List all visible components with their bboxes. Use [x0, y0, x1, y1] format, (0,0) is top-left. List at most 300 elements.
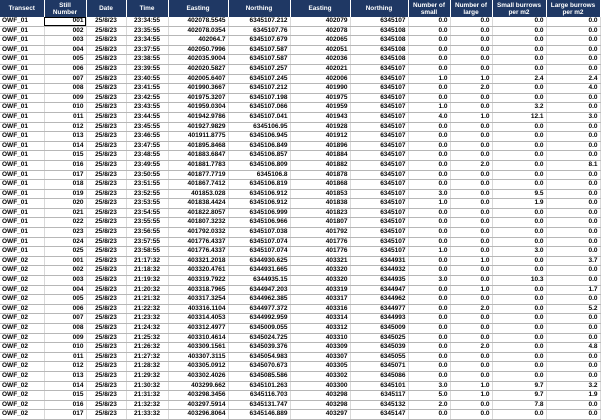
cell-number-large[interactable]: 0.0 — [450, 362, 492, 372]
cell-northing[interactable]: 6345106.819 — [228, 180, 290, 190]
cell-easting[interactable]: 403317.3254 — [168, 295, 228, 305]
cell-easting[interactable]: 402050.7996 — [168, 45, 228, 55]
cell-small-per-m2[interactable]: 0.0 — [492, 160, 546, 170]
cell-still-number[interactable]: 016 — [44, 400, 86, 410]
cell-easting-rounded[interactable]: 401912 — [290, 132, 350, 142]
cell-number-small[interactable]: 0.0 — [408, 324, 450, 334]
cell-large-per-m2[interactable]: 0.0 — [546, 45, 600, 55]
cell-time[interactable]: 21:29:32 — [126, 371, 168, 381]
cell-transect[interactable]: OWF_02 — [0, 276, 44, 286]
cell-easting-rounded[interactable]: 401838 — [290, 199, 350, 209]
cell-northing[interactable]: 6345106.857 — [228, 151, 290, 161]
cell-number-large[interactable]: 0.0 — [450, 295, 492, 305]
cell-number-large[interactable]: 0.0 — [450, 276, 492, 286]
cell-transect[interactable]: OWF_01 — [0, 170, 44, 180]
cell-easting[interactable]: 402078.0354 — [168, 26, 228, 36]
col-header-northing[interactable]: Northing — [228, 0, 290, 17]
cell-number-small[interactable]: 0.0 — [408, 160, 450, 170]
cell-still-number[interactable]: 015 — [44, 151, 86, 161]
cell-transect[interactable]: OWF_02 — [0, 343, 44, 353]
col-header-number-large[interactable]: Number of large — [450, 0, 492, 17]
cell-northing[interactable]: 6345107.038 — [228, 228, 290, 238]
cell-date[interactable]: 25/8/23 — [86, 266, 126, 276]
cell-northing[interactable]: 6345070.673 — [228, 362, 290, 372]
cell-easting-rounded[interactable]: 401776 — [290, 247, 350, 257]
cell-easting[interactable]: 403314.4053 — [168, 314, 228, 324]
cell-northing-rounded[interactable]: 6345107 — [350, 180, 408, 190]
cell-time[interactable]: 23:39:55 — [126, 64, 168, 74]
cell-easting-rounded[interactable]: 402036 — [290, 55, 350, 65]
cell-date[interactable]: 25/8/23 — [86, 112, 126, 122]
cell-number-small[interactable]: 0.0 — [408, 410, 450, 420]
cell-transect[interactable]: OWF_01 — [0, 64, 44, 74]
cell-easting[interactable]: 402035.9004 — [168, 55, 228, 65]
cell-number-small[interactable]: 3.0 — [408, 381, 450, 391]
cell-time[interactable]: 21:22:32 — [126, 304, 168, 314]
cell-transect[interactable]: OWF_01 — [0, 237, 44, 247]
cell-small-per-m2[interactable]: 0.0 — [492, 55, 546, 65]
cell-large-per-m2[interactable]: 0.0 — [546, 141, 600, 151]
cell-easting-rounded[interactable]: 403320 — [290, 276, 350, 286]
cell-easting-rounded[interactable]: 401959 — [290, 103, 350, 113]
cell-easting-rounded[interactable]: 401807 — [290, 218, 350, 228]
cell-transect[interactable]: OWF_01 — [0, 199, 44, 209]
cell-northing[interactable]: 6345116.703 — [228, 391, 290, 401]
cell-easting-rounded[interactable]: 402006 — [290, 74, 350, 84]
cell-northing-rounded[interactable]: 6344931 — [350, 256, 408, 266]
cell-date[interactable]: 25/8/23 — [86, 314, 126, 324]
cell-small-per-m2[interactable]: 9.7 — [492, 391, 546, 401]
cell-easting-rounded[interactable]: 402078 — [290, 26, 350, 36]
cell-easting-rounded[interactable]: 403317 — [290, 295, 350, 305]
cell-northing-rounded[interactable]: 6345108 — [350, 36, 408, 46]
cell-large-per-m2[interactable]: 0.0 — [546, 64, 600, 74]
cell-time[interactable]: 23:51:55 — [126, 180, 168, 190]
cell-still-number[interactable]: 012 — [44, 362, 86, 372]
cell-time[interactable]: 21:20:32 — [126, 285, 168, 295]
cell-large-per-m2[interactable]: 0.0 — [546, 208, 600, 218]
cell-large-per-m2[interactable]: 0.0 — [546, 93, 600, 103]
cell-date[interactable]: 25/8/23 — [86, 295, 126, 305]
cell-easting-rounded[interactable]: 403316 — [290, 304, 350, 314]
cell-northing[interactable]: 6345106.945 — [228, 132, 290, 142]
cell-northing-rounded[interactable]: 6345117 — [350, 391, 408, 401]
cell-still-number[interactable]: 002 — [44, 26, 86, 36]
cell-transect[interactable]: OWF_02 — [0, 371, 44, 381]
cell-transect[interactable]: OWF_02 — [0, 400, 44, 410]
cell-transect[interactable]: OWF_02 — [0, 256, 44, 266]
cell-small-per-m2[interactable]: 0.0 — [492, 36, 546, 46]
cell-date[interactable]: 25/8/23 — [86, 381, 126, 391]
cell-small-per-m2[interactable]: 9.5 — [492, 189, 546, 199]
cell-time[interactable]: 23:38:55 — [126, 55, 168, 65]
cell-easting[interactable]: 401776.4337 — [168, 247, 228, 257]
cell-still-number[interactable]: 019 — [44, 189, 86, 199]
cell-easting[interactable]: 401942.9786 — [168, 112, 228, 122]
cell-date[interactable]: 25/8/23 — [86, 122, 126, 132]
cell-easting-rounded[interactable]: 403298 — [290, 400, 350, 410]
cell-still-number[interactable]: 014 — [44, 141, 86, 151]
cell-transect[interactable]: OWF_02 — [0, 410, 44, 420]
col-header-small-per-m2[interactable]: Small burrows per m2 — [492, 0, 546, 17]
cell-large-per-m2[interactable]: 0.0 — [546, 371, 600, 381]
cell-still-number[interactable]: 009 — [44, 333, 86, 343]
cell-date[interactable]: 25/8/23 — [86, 228, 126, 238]
cell-number-small[interactable]: 0.0 — [408, 304, 450, 314]
cell-small-per-m2[interactable]: 0.0 — [492, 84, 546, 94]
cell-easting[interactable]: 401959.0304 — [168, 103, 228, 113]
cell-northing-rounded[interactable]: 6345107 — [350, 122, 408, 132]
cell-number-small[interactable]: 0.0 — [408, 228, 450, 238]
cell-large-per-m2[interactable]: 0.0 — [546, 189, 600, 199]
cell-still-number[interactable]: 022 — [44, 218, 86, 228]
cell-northing[interactable]: 6345146.889 — [228, 410, 290, 420]
cell-number-small[interactable]: 0.0 — [408, 170, 450, 180]
cell-northing[interactable]: 6345106.999 — [228, 208, 290, 218]
cell-date[interactable]: 25/8/23 — [86, 362, 126, 372]
cell-time[interactable]: 21:21:32 — [126, 295, 168, 305]
cell-easting[interactable]: 403296.8064 — [168, 410, 228, 420]
cell-date[interactable]: 25/8/23 — [86, 84, 126, 94]
cell-small-per-m2[interactable]: 0.0 — [492, 218, 546, 228]
cell-time[interactable]: 23:55:55 — [126, 218, 168, 228]
cell-transect[interactable]: OWF_01 — [0, 17, 44, 26]
cell-easting[interactable]: 402064.7 — [168, 36, 228, 46]
cell-number-large[interactable]: 0.0 — [450, 170, 492, 180]
cell-northing-rounded[interactable]: 6345107 — [350, 189, 408, 199]
cell-large-per-m2[interactable]: 4.0 — [546, 84, 600, 94]
cell-number-small[interactable]: 1.0 — [408, 247, 450, 257]
cell-date[interactable]: 25/8/23 — [86, 199, 126, 209]
col-header-time[interactable]: Time — [126, 0, 168, 17]
cell-time[interactable]: 23:52:55 — [126, 189, 168, 199]
cell-transect[interactable]: OWF_01 — [0, 218, 44, 228]
cell-number-large[interactable]: 0.0 — [450, 151, 492, 161]
cell-number-small[interactable]: 4.0 — [408, 112, 450, 122]
cell-easting[interactable]: 403319.7922 — [168, 276, 228, 286]
cell-still-number[interactable]: 014 — [44, 381, 86, 391]
cell-small-per-m2[interactable]: 3.2 — [492, 103, 546, 113]
cell-northing-rounded[interactable]: 6345107 — [350, 199, 408, 209]
cell-large-per-m2[interactable]: 0.0 — [546, 247, 600, 257]
cell-easting[interactable]: 401867.7412 — [168, 180, 228, 190]
cell-northing[interactable]: 6345106.95 — [228, 122, 290, 132]
cell-date[interactable]: 25/8/23 — [86, 170, 126, 180]
cell-small-per-m2[interactable]: 0.0 — [492, 45, 546, 55]
cell-time[interactable]: 21:24:32 — [126, 324, 168, 334]
cell-easting-rounded[interactable]: 401853 — [290, 189, 350, 199]
cell-northing-rounded[interactable]: 6345086 — [350, 371, 408, 381]
cell-time[interactable]: 21:27:32 — [126, 352, 168, 362]
cell-date[interactable]: 25/8/23 — [86, 208, 126, 218]
cell-small-per-m2[interactable]: 2.4 — [492, 74, 546, 84]
cell-small-per-m2[interactable]: 0.0 — [492, 122, 546, 132]
cell-northing[interactable]: 6345107.212 — [228, 17, 290, 26]
col-header-date[interactable]: Date — [86, 0, 126, 17]
cell-large-per-m2[interactable]: 0.0 — [546, 17, 600, 26]
cell-northing[interactable]: 6345009.055 — [228, 324, 290, 334]
cell-time[interactable]: 21:32:32 — [126, 400, 168, 410]
cell-northing[interactable]: 6345107.679 — [228, 36, 290, 46]
cell-large-per-m2[interactable]: 0.0 — [546, 266, 600, 276]
cell-small-per-m2[interactable]: 0.0 — [492, 324, 546, 334]
cell-easting[interactable]: 401881.7783 — [168, 160, 228, 170]
cell-easting[interactable]: 401838.4424 — [168, 199, 228, 209]
cell-number-large[interactable]: 0.0 — [450, 208, 492, 218]
col-header-large-per-m2[interactable]: Large burrows per m2 — [546, 0, 600, 17]
cell-number-small[interactable]: 0.0 — [408, 218, 450, 228]
cell-time[interactable]: 23:56:55 — [126, 228, 168, 238]
cell-number-large[interactable]: 1.0 — [450, 381, 492, 391]
cell-transect[interactable]: OWF_02 — [0, 314, 44, 324]
cell-easting[interactable]: 401822.8057 — [168, 208, 228, 218]
cell-date[interactable]: 25/8/23 — [86, 64, 126, 74]
cell-date[interactable]: 25/8/23 — [86, 391, 126, 401]
cell-easting[interactable]: 401877.7719 — [168, 170, 228, 180]
cell-small-per-m2[interactable]: 0.0 — [492, 343, 546, 353]
cell-number-large[interactable]: 0.0 — [450, 93, 492, 103]
cell-small-per-m2[interactable]: 0.0 — [492, 141, 546, 151]
cell-number-large[interactable]: 1.0 — [450, 74, 492, 84]
cell-date[interactable]: 25/8/23 — [86, 55, 126, 65]
cell-still-number[interactable]: 011 — [44, 352, 86, 362]
cell-easting[interactable]: 401853.028 — [168, 189, 228, 199]
cell-easting-rounded[interactable]: 401776 — [290, 237, 350, 247]
cell-date[interactable]: 25/8/23 — [86, 410, 126, 420]
cell-transect[interactable]: OWF_01 — [0, 180, 44, 190]
cell-large-per-m2[interactable]: 0.0 — [546, 314, 600, 324]
cell-large-per-m2[interactable]: 0.0 — [546, 132, 600, 142]
cell-number-small[interactable]: 0.0 — [408, 285, 450, 295]
cell-northing-rounded[interactable]: 6344993 — [350, 314, 408, 324]
cell-time[interactable]: 23:46:55 — [126, 132, 168, 142]
cell-still-number[interactable]: 006 — [44, 64, 86, 74]
col-header-still-number[interactable]: Still Number — [44, 0, 86, 17]
cell-large-per-m2[interactable]: 0.0 — [546, 122, 600, 132]
cell-northing[interactable]: 6345107.257 — [228, 64, 290, 74]
cell-easting-rounded[interactable]: 403314 — [290, 314, 350, 324]
cell-northing[interactable]: 6345107.074 — [228, 237, 290, 247]
cell-easting[interactable]: 403302.4026 — [168, 371, 228, 381]
cell-small-per-m2[interactable]: 0.0 — [492, 362, 546, 372]
cell-time[interactable]: 21:30:32 — [126, 381, 168, 391]
cell-small-per-m2[interactable]: 7.8 — [492, 400, 546, 410]
cell-still-number[interactable]: 023 — [44, 228, 86, 238]
cell-time[interactable]: 23:50:55 — [126, 170, 168, 180]
col-header-easting[interactable]: Easting — [168, 0, 228, 17]
cell-northing-rounded[interactable]: 6345107 — [350, 64, 408, 74]
cell-number-large[interactable]: 0.0 — [450, 400, 492, 410]
cell-large-per-m2[interactable]: 0.0 — [546, 180, 600, 190]
cell-northing[interactable]: 6344930.625 — [228, 256, 290, 266]
cell-still-number[interactable]: 003 — [44, 276, 86, 286]
cell-easting[interactable]: 401975.3207 — [168, 93, 228, 103]
cell-date[interactable]: 25/8/23 — [86, 132, 126, 142]
cell-easting-rounded[interactable]: 401990 — [290, 84, 350, 94]
cell-northing[interactable]: 6345106.8 — [228, 170, 290, 180]
cell-number-large[interactable]: 0.0 — [450, 103, 492, 113]
cell-number-small[interactable]: 0.0 — [408, 26, 450, 36]
cell-northing[interactable]: 6345085.586 — [228, 371, 290, 381]
cell-time[interactable]: 23:34:55 — [126, 36, 168, 46]
cell-transect[interactable]: OWF_01 — [0, 26, 44, 36]
cell-transect[interactable]: OWF_01 — [0, 160, 44, 170]
cell-easting-rounded[interactable]: 403297 — [290, 410, 350, 420]
cell-northing[interactable]: 6345107.041 — [228, 112, 290, 122]
cell-number-small[interactable]: 0.0 — [408, 314, 450, 324]
cell-easting-rounded[interactable]: 403300 — [290, 381, 350, 391]
cell-transect[interactable]: OWF_01 — [0, 122, 44, 132]
cell-large-per-m2[interactable]: 8.1 — [546, 160, 600, 170]
cell-number-small[interactable]: 0.0 — [408, 64, 450, 74]
cell-small-per-m2[interactable]: 0.0 — [492, 64, 546, 74]
cell-number-large[interactable]: 0.0 — [450, 237, 492, 247]
cell-number-small[interactable]: 0.0 — [408, 93, 450, 103]
cell-number-small[interactable]: 0.0 — [408, 256, 450, 266]
cell-easting[interactable]: 403316.1104 — [168, 304, 228, 314]
cell-time[interactable]: 23:57:55 — [126, 237, 168, 247]
cell-northing-rounded[interactable]: 6345071 — [350, 362, 408, 372]
cell-still-number[interactable]: 004 — [44, 45, 86, 55]
cell-large-per-m2[interactable]: 0.0 — [546, 362, 600, 372]
cell-easting-rounded[interactable]: 403307 — [290, 352, 350, 362]
cell-time[interactable]: 23:37:55 — [126, 45, 168, 55]
cell-transect[interactable]: OWF_01 — [0, 74, 44, 84]
cell-date[interactable]: 25/8/23 — [86, 247, 126, 257]
cell-date[interactable]: 25/8/23 — [86, 343, 126, 353]
cell-northing[interactable]: 6345107.587 — [228, 55, 290, 65]
cell-northing[interactable]: 6344977.372 — [228, 304, 290, 314]
cell-easting-rounded[interactable]: 402079 — [290, 17, 350, 26]
cell-transect[interactable]: OWF_01 — [0, 132, 44, 142]
cell-number-large[interactable]: 0.0 — [450, 189, 492, 199]
cell-date[interactable]: 25/8/23 — [86, 304, 126, 314]
cell-easting[interactable]: 403320.4761 — [168, 266, 228, 276]
cell-number-large[interactable]: 2.0 — [450, 160, 492, 170]
cell-easting[interactable]: 402005.6407 — [168, 74, 228, 84]
cell-easting[interactable]: 403310.4614 — [168, 333, 228, 343]
cell-easting[interactable]: 401927.9829 — [168, 122, 228, 132]
cell-number-small[interactable]: 1.0 — [408, 199, 450, 209]
cell-number-large[interactable]: 2.0 — [450, 84, 492, 94]
cell-large-per-m2[interactable]: 3.0 — [546, 112, 600, 122]
cell-easting-rounded[interactable]: 403312 — [290, 324, 350, 334]
cell-still-number[interactable]: 001 — [44, 256, 86, 266]
cell-still-number[interactable]: 005 — [44, 55, 86, 65]
cell-number-large[interactable]: 0.0 — [450, 45, 492, 55]
cell-large-per-m2[interactable]: 0.0 — [546, 218, 600, 228]
cell-small-per-m2[interactable]: 0.0 — [492, 151, 546, 161]
cell-northing[interactable]: 6345107.212 — [228, 84, 290, 94]
cell-small-per-m2[interactable]: 0.0 — [492, 304, 546, 314]
cell-number-large[interactable]: 0.0 — [450, 141, 492, 151]
cell-large-per-m2[interactable]: 0.0 — [546, 199, 600, 209]
cell-northing[interactable]: 6345039.376 — [228, 343, 290, 353]
cell-number-large[interactable]: 0.0 — [450, 122, 492, 132]
cell-number-small[interactable]: 1.0 — [408, 74, 450, 84]
cell-easting[interactable]: 402078.5545 — [168, 17, 228, 26]
cell-easting-rounded[interactable]: 401868 — [290, 180, 350, 190]
cell-large-per-m2[interactable]: 0.0 — [546, 324, 600, 334]
cell-transect[interactable]: OWF_02 — [0, 295, 44, 305]
cell-date[interactable]: 25/8/23 — [86, 400, 126, 410]
cell-transect[interactable]: OWF_01 — [0, 151, 44, 161]
cell-northing-rounded[interactable]: 6345107 — [350, 141, 408, 151]
cell-large-per-m2[interactable]: 4.8 — [546, 343, 600, 353]
cell-large-per-m2[interactable]: 0.0 — [546, 36, 600, 46]
cell-transect[interactable]: OWF_02 — [0, 362, 44, 372]
cell-time[interactable]: 23:58:55 — [126, 247, 168, 257]
cell-time[interactable]: 23:49:55 — [126, 160, 168, 170]
cell-number-large[interactable]: 0.0 — [450, 218, 492, 228]
cell-number-small[interactable]: 0.0 — [408, 371, 450, 381]
cell-number-large[interactable]: 0.0 — [450, 333, 492, 343]
cell-transect[interactable]: OWF_01 — [0, 189, 44, 199]
cell-number-small[interactable]: 0.0 — [408, 122, 450, 132]
cell-time[interactable]: 21:31:32 — [126, 391, 168, 401]
cell-small-per-m2[interactable]: 9.7 — [492, 381, 546, 391]
cell-transect[interactable]: OWF_02 — [0, 285, 44, 295]
cell-small-per-m2[interactable]: 0.0 — [492, 266, 546, 276]
cell-time[interactable]: 23:45:55 — [126, 122, 168, 132]
cell-number-large[interactable]: 0.0 — [450, 228, 492, 238]
cell-large-per-m2[interactable]: 0.0 — [546, 333, 600, 343]
cell-still-number[interactable]: 010 — [44, 103, 86, 113]
cell-number-large[interactable]: 0.0 — [450, 352, 492, 362]
cell-number-large[interactable]: 0.0 — [450, 17, 492, 26]
cell-transect[interactable]: OWF_01 — [0, 112, 44, 122]
cell-small-per-m2[interactable]: 0.0 — [492, 132, 546, 142]
cell-number-small[interactable]: 0.0 — [408, 132, 450, 142]
cell-easting[interactable]: 403318.7965 — [168, 285, 228, 295]
cell-small-per-m2[interactable]: 0.0 — [492, 170, 546, 180]
cell-northing-rounded[interactable]: 6345101 — [350, 381, 408, 391]
cell-northing[interactable]: 6345024.725 — [228, 333, 290, 343]
cell-small-per-m2[interactable]: 0.0 — [492, 17, 546, 26]
cell-easting-rounded[interactable]: 403305 — [290, 362, 350, 372]
cell-small-per-m2[interactable]: 0.0 — [492, 410, 546, 420]
cell-date[interactable]: 25/8/23 — [86, 45, 126, 55]
cell-transect[interactable]: OWF_01 — [0, 208, 44, 218]
cell-small-per-m2[interactable]: 0.0 — [492, 180, 546, 190]
cell-number-large[interactable]: 2.0 — [450, 304, 492, 314]
cell-large-per-m2[interactable]: 0.0 — [546, 228, 600, 238]
cell-northing[interactable]: 6345054.983 — [228, 352, 290, 362]
cell-date[interactable]: 25/8/23 — [86, 141, 126, 151]
cell-northing[interactable]: 6345107.587 — [228, 45, 290, 55]
cell-small-per-m2[interactable]: 3.0 — [492, 247, 546, 257]
cell-still-number[interactable]: 009 — [44, 93, 86, 103]
cell-date[interactable]: 25/8/23 — [86, 17, 126, 26]
cell-northing-rounded[interactable]: 6344977 — [350, 304, 408, 314]
cell-northing-rounded[interactable]: 6345147 — [350, 410, 408, 420]
cell-easting-rounded[interactable]: 401928 — [290, 122, 350, 132]
cell-easting-rounded[interactable]: 401823 — [290, 208, 350, 218]
cell-date[interactable]: 25/8/23 — [86, 285, 126, 295]
cell-transect[interactable]: OWF_02 — [0, 381, 44, 391]
cell-northing-rounded[interactable]: 6345107 — [350, 160, 408, 170]
cell-number-large[interactable]: 2.0 — [450, 343, 492, 353]
cell-date[interactable]: 25/8/23 — [86, 26, 126, 36]
cell-easting-rounded[interactable]: 401975 — [290, 93, 350, 103]
cell-small-per-m2[interactable]: 12.1 — [492, 112, 546, 122]
cell-date[interactable]: 25/8/23 — [86, 93, 126, 103]
cell-northing[interactable]: 6344992.959 — [228, 314, 290, 324]
cell-time[interactable]: 21:33:32 — [126, 410, 168, 420]
cell-date[interactable]: 25/8/23 — [86, 237, 126, 247]
cell-number-large[interactable]: 0.0 — [450, 36, 492, 46]
cell-number-large[interactable]: 0.0 — [450, 55, 492, 65]
